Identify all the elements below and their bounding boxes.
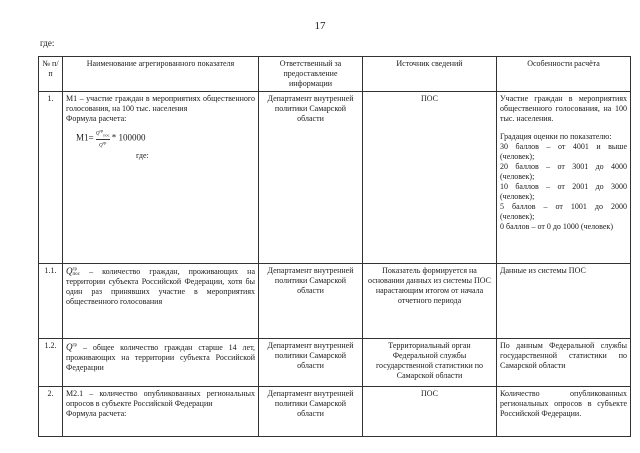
row-2-features: Количество опубликованных региональных опросов в субъекте Российской Федерации. bbox=[497, 387, 631, 437]
row-1-2-features: По данным Федеральной службы государственной статистики по Самарской области bbox=[497, 339, 631, 387]
row-1-formula bbox=[66, 128, 255, 149]
formula-numerator: $Q^{гр}_{пос}$ bbox=[95, 128, 110, 138]
q-pos-symbol: Qгр пос bbox=[66, 266, 81, 277]
table-row-1 bbox=[39, 92, 631, 264]
formula-lhs: М1= bbox=[76, 132, 94, 143]
grade-0: 0 баллов – от 0 до 1000 (человек) bbox=[500, 222, 613, 231]
where-label: где: bbox=[40, 38, 55, 48]
header-features: Особенности расчёта bbox=[497, 57, 631, 92]
row-1-formula-label: Формула расчета: bbox=[66, 114, 127, 123]
row-1-1-num: 1.1. bbox=[39, 264, 63, 339]
table-row-1-2 bbox=[39, 339, 631, 387]
row-1-features-cell bbox=[497, 92, 631, 264]
row-2-source: ПОС bbox=[363, 387, 497, 437]
row-1-name: М1 – участие граждан в мероприятиях общественного голосования, на 100 тыс. населения bbox=[66, 94, 255, 113]
row-1-1-features: Данные из системы ПОС bbox=[497, 264, 631, 339]
row-1-features-grad: Градация оценки по показателю: bbox=[500, 132, 612, 141]
row-1-2-name: – общее количество граждан старше 14 лет, проживающих на территории субъекта Российской Федерации bbox=[66, 343, 255, 372]
grade-30: 30 баллов – от 4001 и выше (человек); bbox=[500, 142, 627, 161]
table-row-2 bbox=[39, 387, 631, 437]
row-1-responsible: Департамент внутренней политики Самарской области bbox=[259, 92, 363, 264]
row-1-2-source: Территориальный орган Федеральной службы государственной статистики по Самарской области bbox=[363, 339, 497, 387]
indicator-table bbox=[38, 56, 631, 437]
row-1-2-num: 1.2. bbox=[39, 339, 63, 387]
formula-tail: * 100000 bbox=[111, 132, 146, 143]
header-source: Источник сведений bbox=[363, 57, 497, 92]
header-responsible: Ответственный за предоставление информации bbox=[259, 57, 363, 92]
row-1-1-name-cell bbox=[63, 264, 259, 339]
row-2-num: 2. bbox=[39, 387, 63, 437]
row-1-name-cell bbox=[63, 92, 259, 264]
row-1-features-intro: Участие граждан в мероприятиях общественного голосования, на 100 тыс. населения. bbox=[500, 94, 627, 123]
formula-fraction bbox=[96, 128, 110, 149]
formula-denominator: $Q^{гр}$ bbox=[98, 139, 107, 149]
grade-20: 20 баллов – от 3001 до 4000 (человек); bbox=[500, 162, 627, 181]
row-1-1-source: Показатель формируется на основании данных из системы ПОС нарастающим итогом от начала отчетного периода bbox=[363, 264, 497, 339]
row-1-num: 1. bbox=[39, 92, 63, 264]
q-total-symbol: $Q^{гр}$ bbox=[66, 342, 78, 352]
row-2-formula-label: Формула расчета: bbox=[66, 409, 127, 418]
row-2-name: М2.1 – количество опубликованных региональных опросов в субъекте Российской Федерации bbox=[66, 389, 255, 408]
row-1-2-name-cell bbox=[63, 339, 259, 387]
row-2-name-cell bbox=[63, 387, 259, 437]
row-1-1-responsible: Департамент внутренней политики Самарской области bbox=[259, 264, 363, 339]
row-1-1-name: – количество граждан, проживающих на территории субъекта Российской Федерации, хотя бы один раз принявших участие в мероприятиях общественного голосования bbox=[66, 267, 255, 306]
table-header-row bbox=[39, 57, 631, 92]
row-1-2-responsible: Департамент внутренней политики Самарской области bbox=[259, 339, 363, 387]
header-num: № п/п bbox=[39, 57, 63, 92]
grade-10: 10 баллов – от 2001 до 3000 (человек); bbox=[500, 182, 627, 201]
header-name: Наименование агрегированного показателя bbox=[63, 57, 259, 92]
row-2-responsible: Департамент внутренней политики Самарской области bbox=[259, 387, 363, 437]
formula-where: где: bbox=[136, 151, 149, 161]
row-1-source: ПОС bbox=[363, 92, 497, 264]
page-number: 17 bbox=[314, 20, 326, 32]
grade-5: 5 баллов – от 1001 до 2000 (человек); bbox=[500, 202, 627, 221]
table-row-1-1 bbox=[39, 264, 631, 339]
